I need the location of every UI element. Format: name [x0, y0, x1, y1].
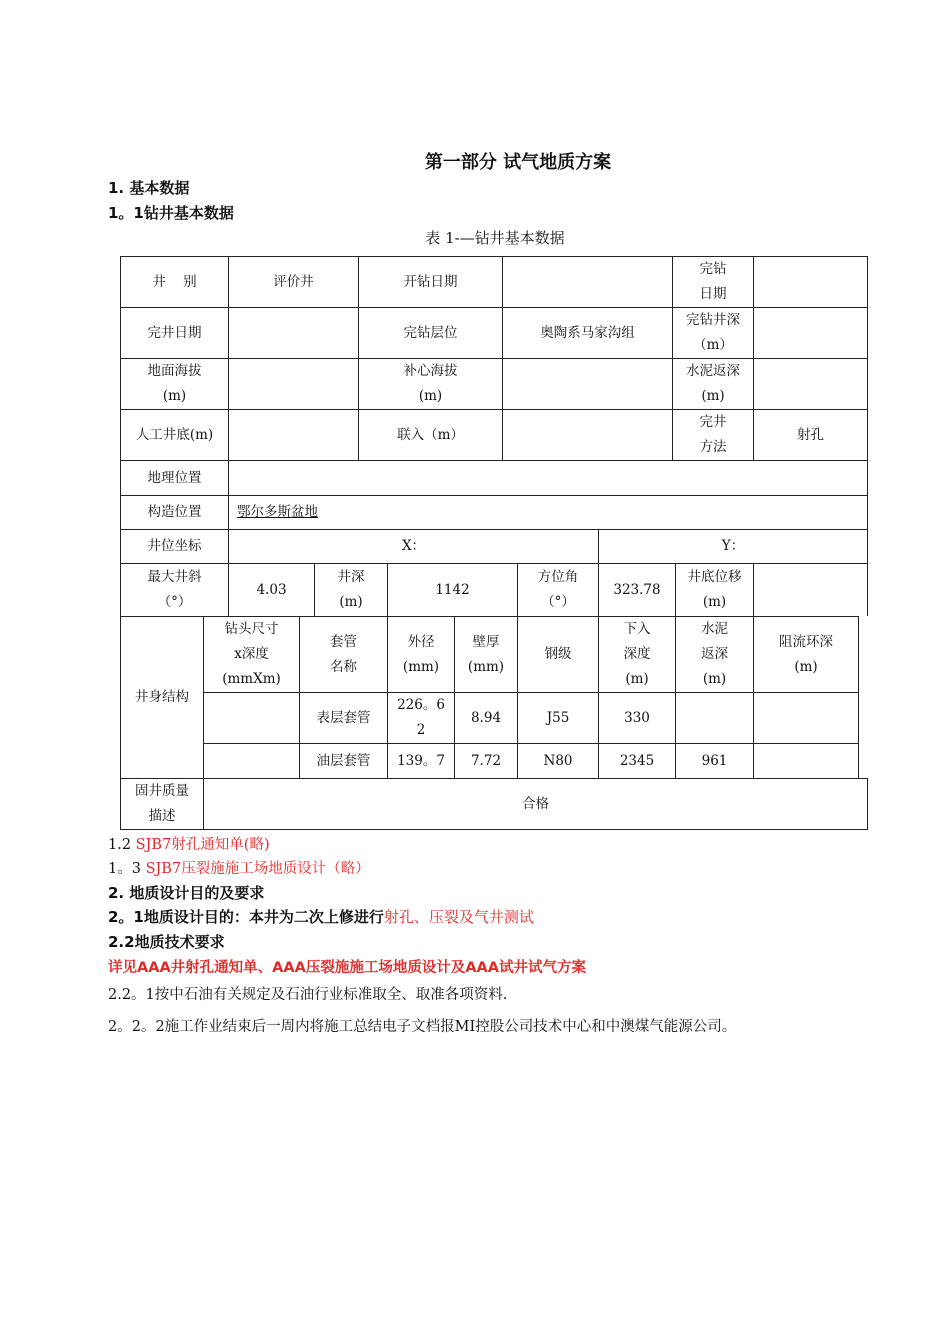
- cell-td-formation-label: 完钻层位: [358, 307, 502, 358]
- section-1-3: 1。3 SJB7压裂施施工场地质设计（略）: [108, 861, 370, 877]
- cell-bottom-disp-label: 井底位移 (m): [675, 563, 753, 616]
- cell-production-choke: [753, 743, 859, 778]
- cell-kb-elev-label: 补心海拔 (m): [358, 358, 502, 409]
- section-1-3-link-text: SJB7压裂施施工场地质设计（略）: [145, 861, 370, 877]
- page-title: 第一部分 试气地质方案: [424, 152, 612, 173]
- cell-td-formation-value: 奥陶系马家沟组: [502, 307, 672, 358]
- cell-kb-elev-value: [502, 358, 672, 409]
- cell-surface-od: 226。6 2: [387, 692, 454, 743]
- cell-cement-quality-label: 固井质量 描述: [120, 778, 203, 830]
- cell-header-od: 外径 (mm): [387, 616, 454, 692]
- cell-completion-method-label: 完井 方法: [672, 409, 753, 460]
- cell-ground-elev-label: 地面海拔 (m): [120, 358, 228, 409]
- cell-geo-location-label: 地理位置: [120, 460, 228, 495]
- section-1-2: 1.2 SJB7射孔通知单(略): [108, 837, 270, 853]
- cell-production-name: 油层套管: [299, 743, 387, 778]
- cell-header-bit: 钻头尺寸 x深度 (mmXm): [203, 616, 299, 692]
- cell-max-dev-value: 4.03: [228, 563, 314, 616]
- cell-well-type-label: 井 别: [120, 256, 228, 307]
- section-1-1-heading: 1。1钻井基本数据: [108, 204, 234, 222]
- cell-surface-wall: 8.94: [454, 692, 517, 743]
- cell-ground-elev-value: [228, 358, 358, 409]
- cell-production-cement: 961: [675, 743, 753, 778]
- cell-completion-date-value: [228, 307, 358, 358]
- section-2-1: 2。1地质设计目的：本井为二次上修进行射孔、压裂及气井测试: [108, 908, 534, 926]
- cell-header-wall: 壁厚 (mm): [454, 616, 517, 692]
- cell-td-date-value: [753, 256, 868, 307]
- cell-production-bit: [203, 743, 299, 778]
- cell-structure-value: 鄂尔多斯盆地: [228, 495, 868, 529]
- cell-well-depth-value: 1142: [387, 563, 517, 616]
- table-caption: 表 1-—钻井基本数据: [425, 229, 565, 247]
- cell-surface-grade: J55: [517, 692, 598, 743]
- cell-td-depth-label: 完钻井深 （m）: [672, 307, 753, 358]
- cell-production-od: 139。7: [387, 743, 454, 778]
- cell-header-depth: 下入 深度 (m): [598, 616, 675, 692]
- cell-surface-cement: [675, 692, 753, 743]
- cell-td-date-label: 完钻 日期: [672, 256, 753, 307]
- cell-cement-depth-label: 水泥返深 (m): [672, 358, 753, 409]
- cell-header-choke: 阻流环深 (m): [753, 616, 859, 692]
- paragraph-2-2-2: 2。2。2施工作业结束后一周内将施工总结电子文档报MI控股公司技术中心和中澳煤气能源公司。: [108, 1019, 737, 1035]
- paragraph-2-2-1: 2.2。1按中石油有关规定及石油行业标准取全、取准各项资料.: [108, 987, 508, 1003]
- cell-coord-x: X：: [228, 529, 598, 563]
- cell-surface-name: 表层套管: [299, 692, 387, 743]
- section-2-2-heading: 2.2地质技术要求: [108, 933, 225, 951]
- cell-artificial-bottom-value: [228, 409, 358, 460]
- cell-production-grade: N80: [517, 743, 598, 778]
- cell-bottom-disp-value: [753, 563, 868, 616]
- section-1-2-link-text: SJB7射孔通知单(略): [135, 837, 270, 853]
- cell-structure-label: 构造位置: [120, 495, 228, 529]
- cell-header-cement: 水泥 返深 (m): [675, 616, 753, 692]
- cell-artificial-bottom-label: 人工井底(m): [120, 409, 228, 460]
- cell-wellbore-label: 井身结构: [120, 616, 203, 778]
- cell-geo-location-value: [228, 460, 868, 495]
- cell-surface-bit: [203, 692, 299, 743]
- cell-well-depth-label: 井深 (m): [314, 563, 387, 616]
- cell-well-type-value: 评价井: [228, 256, 358, 307]
- cell-cement-quality-value: 合格: [203, 778, 868, 830]
- cell-coord-y: Y：: [598, 529, 868, 563]
- cell-spud-date-value: [502, 256, 672, 307]
- cell-spud-date-label: 开钻日期: [358, 256, 502, 307]
- cell-coord-label: 井位坐标: [120, 529, 228, 563]
- section-2-1-red-text: 射孔、压裂及气井测试: [383, 908, 534, 926]
- cell-completion-method-value: 射孔: [753, 409, 868, 460]
- drilling-data-table: [120, 256, 868, 830]
- cell-max-dev-label: 最大井斜 （°）: [120, 563, 228, 616]
- cell-header-grade: 钢级: [517, 616, 598, 692]
- cell-azimuth-value: 323.78: [598, 563, 675, 616]
- cell-completion-date-label: 完井日期: [120, 307, 228, 358]
- cell-header-casing-name: 套管 名称: [299, 616, 387, 692]
- cell-surface-depth: 330: [598, 692, 675, 743]
- cell-production-depth: 2345: [598, 743, 675, 778]
- cell-joint-in-label: 联入（m）: [358, 409, 502, 460]
- cell-cement-depth-value: [753, 358, 868, 409]
- cell-surface-choke: [753, 692, 859, 743]
- cell-joint-in-value: [502, 409, 672, 460]
- section-1-heading: 1. 基本数据: [108, 179, 190, 197]
- section-2-2-red-line: 详见AAA井射孔通知单、AAA压裂施施工场地质设计及AAA试井试气方案: [108, 960, 586, 976]
- cell-production-wall: 7.72: [454, 743, 517, 778]
- section-2-heading: 2. 地质设计目的及要求: [108, 884, 265, 902]
- cell-azimuth-label: 方位角 （°）: [517, 563, 598, 616]
- cell-td-depth-value: [753, 307, 868, 358]
